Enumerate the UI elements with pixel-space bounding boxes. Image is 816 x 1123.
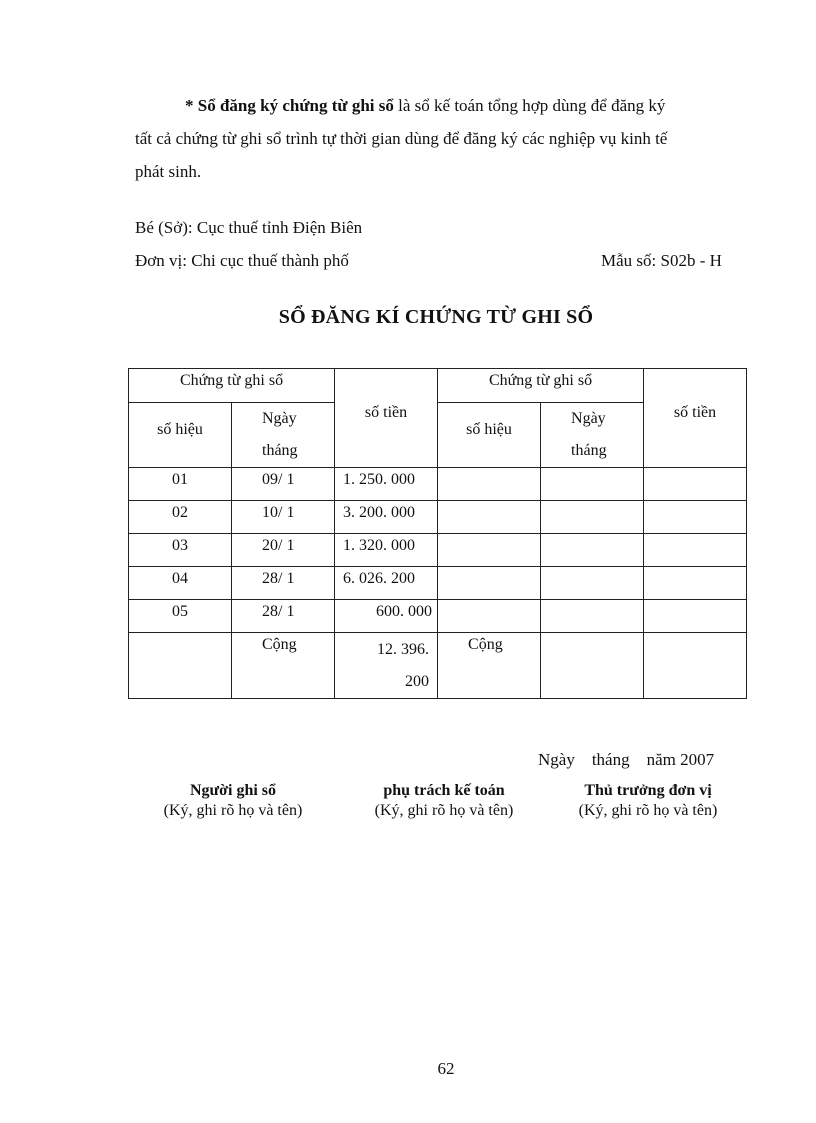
intro-term: * Sổ đăng ký chứng từ ghi sổ: [185, 96, 394, 115]
header-amount-right: [644, 369, 747, 468]
row-empty-cell: [438, 501, 541, 534]
header-date-right-line2: tháng: [571, 442, 607, 459]
header-date-right: [541, 403, 644, 468]
signature-note: (Ký, ghi rõ họ và tên): [374, 802, 514, 819]
intro-line-2: tất cả chứng từ ghi sổ trình tự thời gian dùng để đăng ký các nghiệp vụ kinh tế: [135, 129, 668, 148]
total-empty-cell: [129, 633, 232, 699]
unit-line: Đơn vị: Chi cục thuế thành phố: [135, 251, 349, 270]
table-row: [129, 567, 747, 600]
total-amount-line-2: 200: [405, 673, 430, 690]
row-number: 04: [129, 567, 232, 600]
header-amount-right-label: số tiền: [673, 404, 717, 421]
group-header-right: [438, 369, 644, 403]
row-empty-cell: [541, 567, 644, 600]
signature-title: phụ trách kế toán: [383, 782, 505, 799]
header-amount-left: [335, 369, 438, 468]
table-header-row: [129, 369, 747, 403]
table-row: [129, 600, 747, 633]
row-empty-cell: [541, 468, 644, 501]
total-row: [129, 633, 747, 699]
row-amount: 1. 320. 000: [335, 534, 438, 567]
total-label-right: Cộng: [438, 633, 541, 699]
row-empty-cell: [644, 600, 747, 633]
intro-line-1: [185, 89, 665, 122]
total-amount: [335, 633, 438, 699]
header-date-right-line1: Ngày: [571, 410, 606, 427]
header-number-left: [129, 403, 232, 468]
row-empty-cell: [644, 501, 747, 534]
row-empty-cell: [644, 567, 747, 600]
row-date: 10/ 1: [232, 501, 335, 534]
signature-note: (Ký, ghi rõ họ và tên): [163, 802, 303, 819]
document-title: SỔ ĐĂNG KÍ CHỨNG TỪ GHI SỔ: [278, 306, 594, 328]
signature-block-accountant: [344, 782, 544, 820]
ledger-table: [128, 368, 747, 699]
signature-block-director: [548, 782, 748, 820]
row-number: 03: [129, 534, 232, 567]
row-empty-cell: [541, 534, 644, 567]
total-empty-cell: [644, 633, 747, 699]
row-amount: 1. 250. 000: [335, 468, 438, 501]
page-number: 62: [437, 1059, 455, 1078]
row-empty-cell: [438, 600, 541, 633]
group-header-right-label: Chứng từ ghi sổ: [488, 372, 593, 389]
header-date-left-line1: Ngày: [262, 410, 297, 427]
header-date-left-line2: tháng: [262, 442, 298, 459]
total-empty-cell: [541, 633, 644, 699]
row-amount: 3. 200. 000: [335, 501, 438, 534]
intro-line-3: phát sinh.: [135, 162, 202, 181]
header-date-left: [232, 403, 335, 468]
row-empty-cell: [541, 600, 644, 633]
group-header-left-label: Chứng từ ghi sổ: [179, 372, 284, 389]
header-number-right: [438, 403, 541, 468]
signature-title: Thủ trưởng đơn vị: [584, 782, 712, 799]
total-amount-line-1: 12. 396.: [377, 641, 430, 658]
row-date: 09/ 1: [232, 468, 335, 501]
row-amount: 6. 026. 200: [335, 567, 438, 600]
table-row: [129, 468, 747, 501]
table-row: [129, 534, 747, 567]
intro-line-1-rest: là sổ kế toán tổng hợp dùng để đăng ký: [393, 96, 666, 115]
row-empty-cell: [438, 534, 541, 567]
signature-note: (Ký, ghi rõ họ và tên): [578, 802, 718, 819]
row-empty-cell: [438, 567, 541, 600]
row-empty-cell: [644, 534, 747, 567]
group-header-left: [129, 369, 335, 403]
row-number: 02: [129, 501, 232, 534]
row-empty-cell: [541, 501, 644, 534]
row-date: 28/ 1: [232, 600, 335, 633]
row-date: 28/ 1: [232, 567, 335, 600]
department-line: Bé (Sở): Cục thuế tỉnh Điện Biên: [135, 218, 363, 237]
table-row: [129, 501, 747, 534]
row-number: 05: [129, 600, 232, 633]
row-empty-cell: [438, 468, 541, 501]
header-number-right-label: số hiệu: [466, 421, 512, 438]
signature-block-recorder: [133, 782, 333, 820]
row-date: 20/ 1: [232, 534, 335, 567]
header-amount-left-label: số tiền: [364, 404, 408, 421]
date-line: Ngày tháng năm 2007: [538, 750, 715, 769]
row-empty-cell: [644, 468, 747, 501]
total-label: Cộng: [232, 633, 335, 699]
row-amount: 600. 000: [335, 600, 438, 633]
header-number-left-label: số hiệu: [157, 421, 203, 438]
signature-title: Người ghi sổ: [189, 782, 277, 799]
form-number: Mẫu số: S02b - H: [601, 251, 722, 270]
row-number: 01: [129, 468, 232, 501]
